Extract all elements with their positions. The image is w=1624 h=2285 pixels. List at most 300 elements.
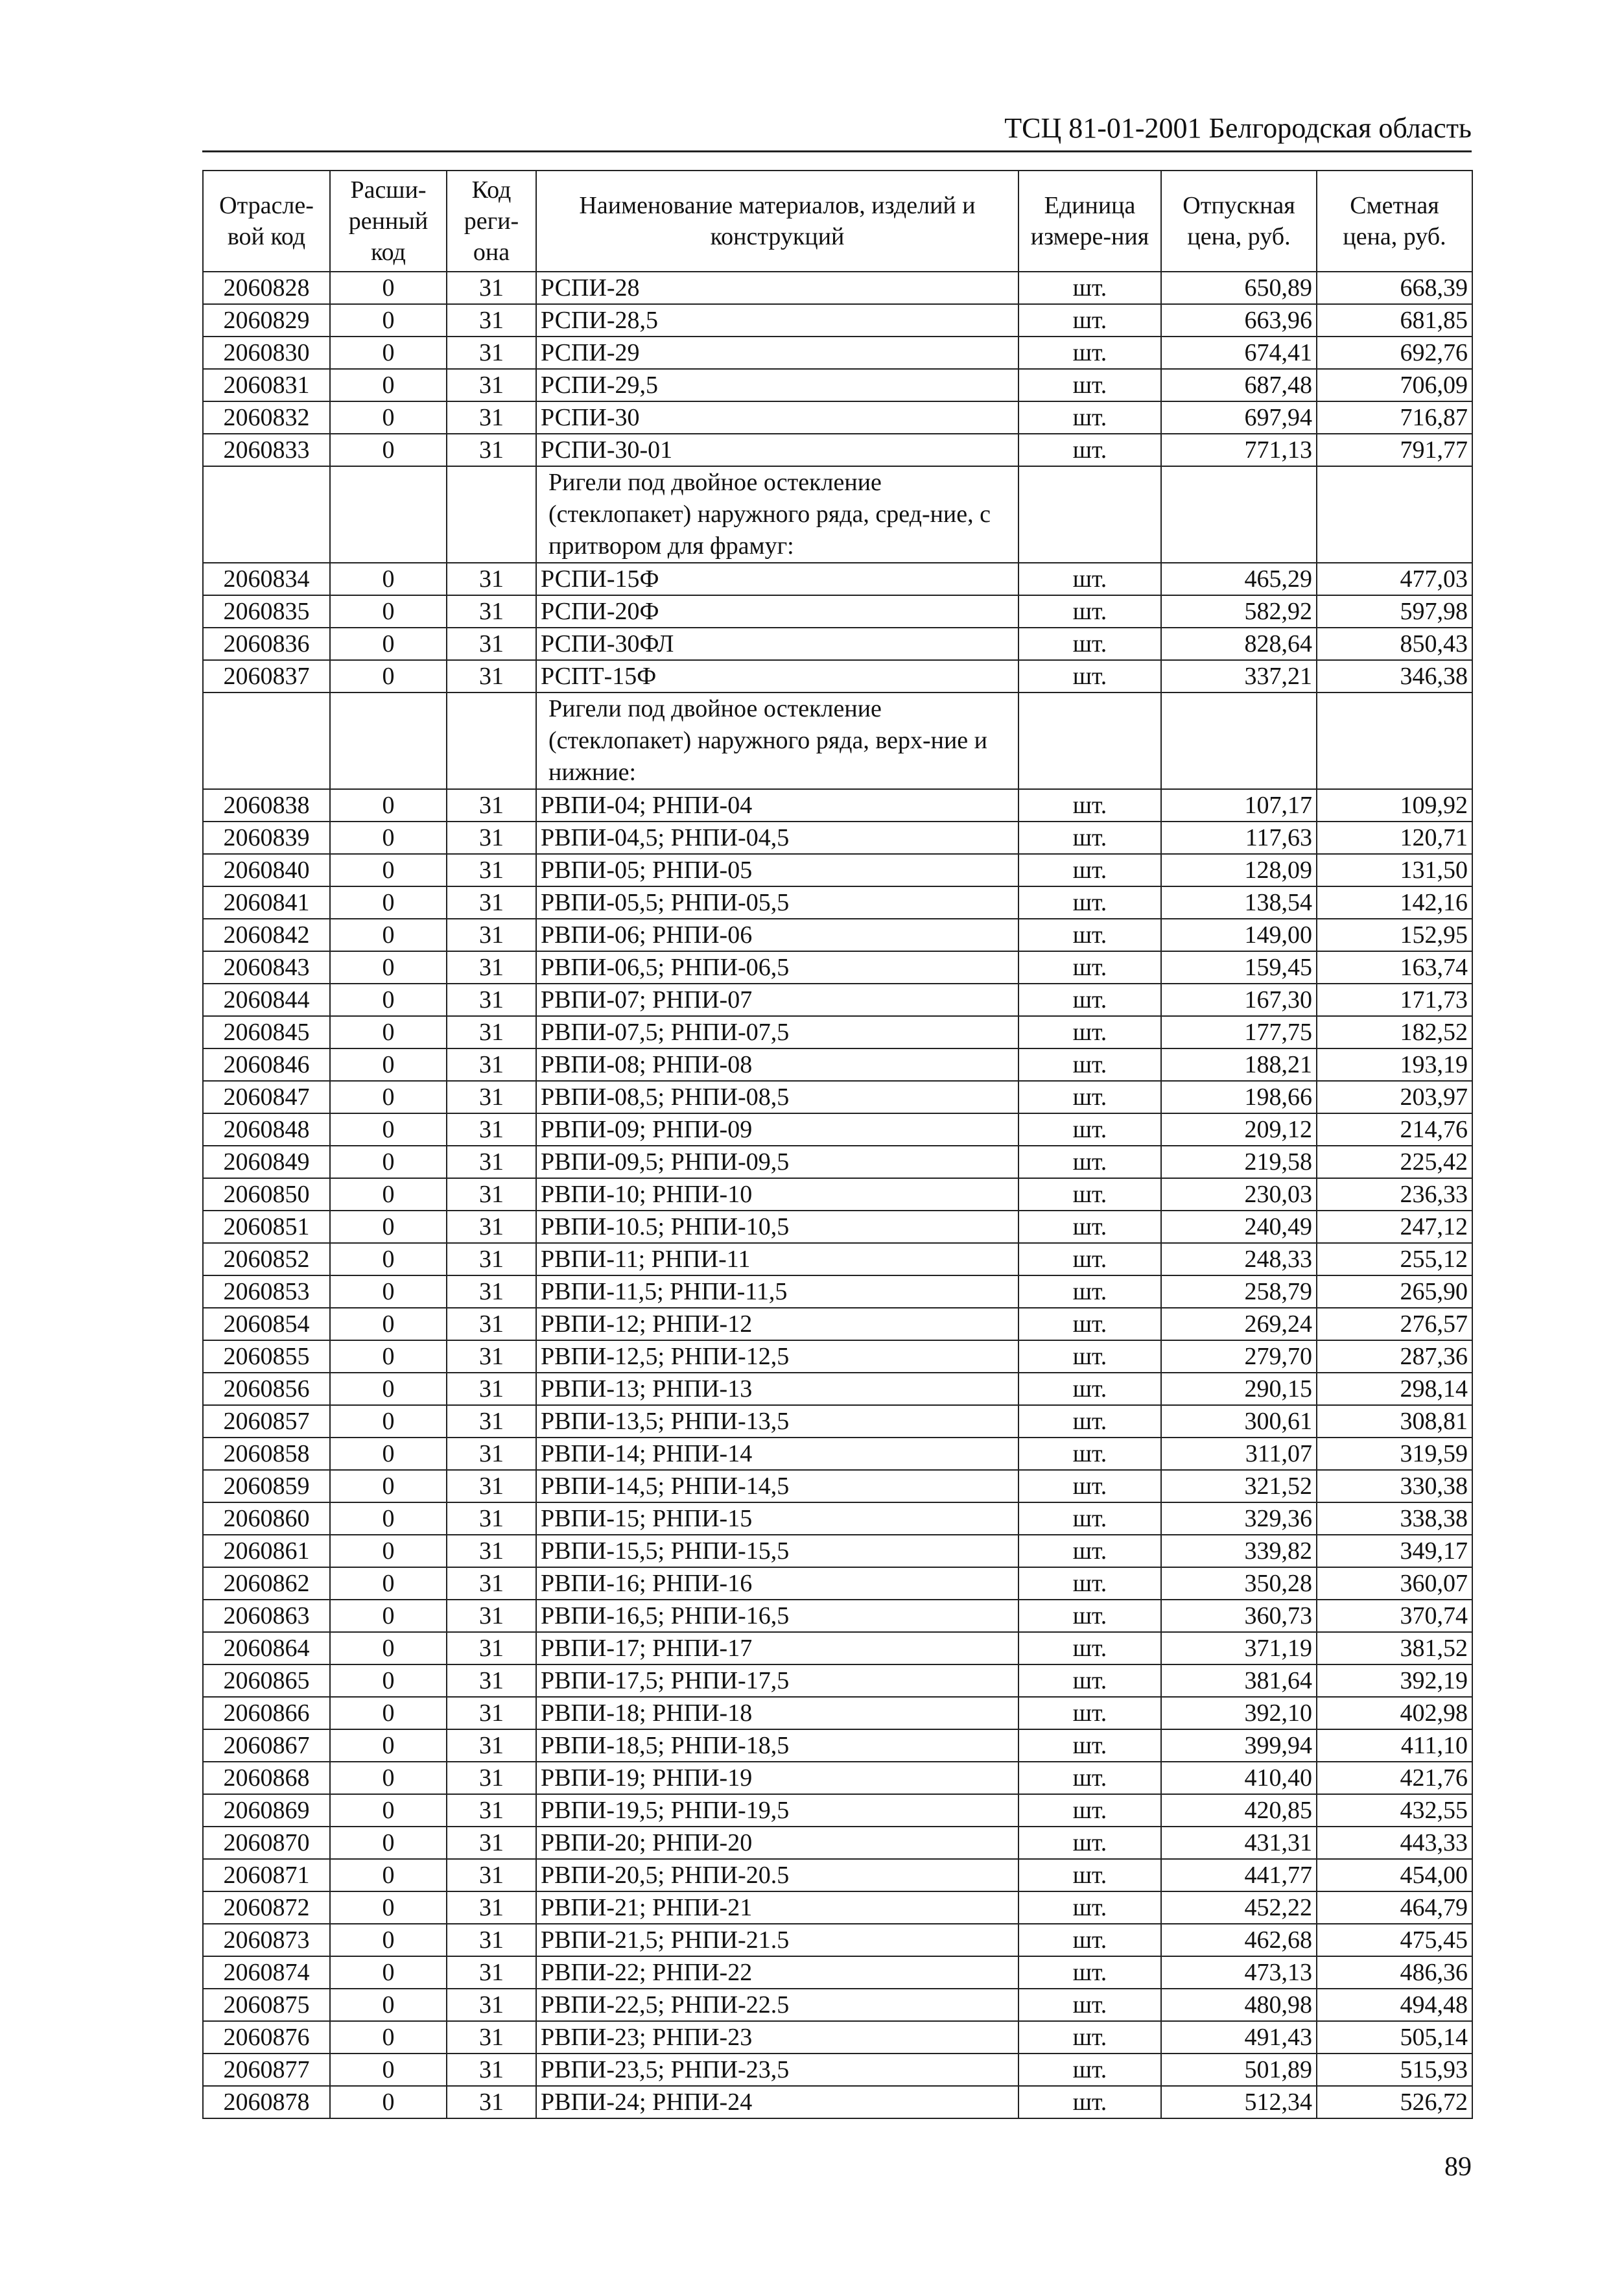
- estimate-price-cell: 171,73: [1317, 984, 1472, 1016]
- industry-code-cell: 2060859: [203, 1470, 330, 1502]
- estimate-price-cell: 381,52: [1317, 1632, 1472, 1664]
- table-row: [203, 1470, 1472, 1502]
- unit-cell: шт.: [1018, 1340, 1161, 1373]
- extended-code-cell: 0: [330, 1956, 447, 1989]
- material-name-cell: РВПИ-21,5; РНПИ-21.5: [536, 1924, 1018, 1956]
- material-name-cell: РВПИ-06; РНПИ-06: [536, 919, 1018, 951]
- page-number: 89: [1444, 2152, 1472, 2182]
- region-code-cell: 31: [447, 1632, 536, 1664]
- extended-code-cell: 0: [330, 1989, 447, 2021]
- estimate-price-cell: 791,77: [1317, 434, 1472, 466]
- region-code-cell: 31: [447, 272, 536, 304]
- industry-code-cell: 2060851: [203, 1211, 330, 1243]
- estimate-price-cell: 526,72: [1317, 2086, 1472, 2118]
- release-price-cell: 269,24: [1161, 1308, 1317, 1340]
- unit-cell: шт.: [1018, 304, 1161, 337]
- estimate-price-cell: 203,97: [1317, 1081, 1472, 1113]
- unit-cell: шт.: [1018, 628, 1161, 660]
- extended-code-cell: 0: [330, 1308, 447, 1340]
- table-row: [203, 1632, 1472, 1664]
- unit-cell: шт.: [1018, 1048, 1161, 1081]
- region-code-cell: 31: [447, 1567, 536, 1600]
- table-row: [203, 1891, 1472, 1924]
- region-code-cell: 31: [447, 369, 536, 401]
- region-code-cell: [447, 466, 536, 563]
- release-price-cell: 188,21: [1161, 1048, 1317, 1081]
- unit-cell: шт.: [1018, 2086, 1161, 2118]
- region-code-cell: 31: [447, 1794, 536, 1827]
- material-name-cell: РВПИ-12; РНПИ-12: [536, 1308, 1018, 1340]
- extended-code-cell: 0: [330, 822, 447, 854]
- release-price-cell: 420,85: [1161, 1794, 1317, 1827]
- industry-code-cell: 2060869: [203, 1794, 330, 1827]
- release-price-cell: 149,00: [1161, 919, 1317, 951]
- industry-code-cell: 2060846: [203, 1048, 330, 1081]
- release-price-cell: 329,36: [1161, 1502, 1317, 1535]
- release-price-cell: 491,43: [1161, 2021, 1317, 2054]
- release-price-cell: 431,31: [1161, 1827, 1317, 1859]
- estimate-price-cell: 486,36: [1317, 1956, 1472, 1989]
- unit-cell: шт.: [1018, 984, 1161, 1016]
- extended-code-cell: 0: [330, 304, 447, 337]
- col-header-unit: Единица измере-ния: [1018, 171, 1161, 272]
- region-code-cell: 31: [447, 1891, 536, 1924]
- unit-cell: шт.: [1018, 660, 1161, 693]
- material-name-cell: РВПИ-11,5; РНПИ-11,5: [536, 1275, 1018, 1308]
- material-name-cell: РВПИ-05; РНПИ-05: [536, 854, 1018, 886]
- estimate-price-cell: 346,38: [1317, 660, 1472, 693]
- material-name-cell: РВПИ-20,5; РНПИ-20.5: [536, 1859, 1018, 1891]
- table-row: [203, 1729, 1472, 1762]
- region-code-cell: 31: [447, 628, 536, 660]
- extended-code-cell: 0: [330, 1211, 447, 1243]
- industry-code-cell: 2060833: [203, 434, 330, 466]
- extended-code-cell: 0: [330, 1859, 447, 1891]
- release-price-cell: 381,64: [1161, 1664, 1317, 1697]
- extended-code-cell: 0: [330, 1535, 447, 1567]
- material-name-cell: РСПИ-28: [536, 272, 1018, 304]
- estimate-price-cell: 681,85: [1317, 304, 1472, 337]
- release-price-cell: 582,92: [1161, 595, 1317, 628]
- region-code-cell: 31: [447, 1146, 536, 1178]
- region-code-cell: 31: [447, 304, 536, 337]
- material-name-cell: РВПИ-08,5; РНПИ-08,5: [536, 1081, 1018, 1113]
- estimate-price-cell: 308,81: [1317, 1405, 1472, 1438]
- release-price-cell: 501,89: [1161, 2054, 1317, 2086]
- estimate-price-cell: 475,45: [1317, 1924, 1472, 1956]
- region-code-cell: 31: [447, 1827, 536, 1859]
- release-price-cell: 290,15: [1161, 1373, 1317, 1405]
- table-row: [203, 1567, 1472, 1600]
- material-name-cell: РСПИ-29,5: [536, 369, 1018, 401]
- release-price-cell: 279,70: [1161, 1340, 1317, 1373]
- release-price-cell: 159,45: [1161, 951, 1317, 984]
- estimate-price-cell: 443,33: [1317, 1827, 1472, 1859]
- table-row: [203, 1697, 1472, 1729]
- industry-code-cell: 2060837: [203, 660, 330, 693]
- table-header-row: [203, 171, 1472, 272]
- unit-cell: шт.: [1018, 1632, 1161, 1664]
- extended-code-cell: 0: [330, 434, 447, 466]
- extended-code-cell: 0: [330, 1697, 447, 1729]
- material-name-cell: РСПИ-28,5: [536, 304, 1018, 337]
- extended-code-cell: 0: [330, 1827, 447, 1859]
- material-name-cell: РВПИ-11; РНПИ-11: [536, 1243, 1018, 1275]
- extended-code-cell: 0: [330, 1762, 447, 1794]
- estimate-price-cell: 464,79: [1317, 1891, 1472, 1924]
- table-row: [203, 919, 1472, 951]
- table-row: [203, 2054, 1472, 2086]
- industry-code-cell: 2060839: [203, 822, 330, 854]
- industry-code-cell: 2060845: [203, 1016, 330, 1048]
- material-name-cell: РВПИ-05,5; РНПИ-05,5: [536, 886, 1018, 919]
- release-price-cell: 828,64: [1161, 628, 1317, 660]
- material-name-cell: РВПИ-15; РНПИ-15: [536, 1502, 1018, 1535]
- release-price-cell: 177,75: [1161, 1016, 1317, 1048]
- industry-code-cell: 2060864: [203, 1632, 330, 1664]
- unit-cell: шт.: [1018, 272, 1161, 304]
- group-heading-row: [203, 693, 1472, 789]
- region-code-cell: 31: [447, 1211, 536, 1243]
- industry-code-cell: 2060861: [203, 1535, 330, 1567]
- region-code-cell: 31: [447, 822, 536, 854]
- unit-cell: шт.: [1018, 1275, 1161, 1308]
- table-row: [203, 2086, 1472, 2118]
- region-code-cell: 31: [447, 789, 536, 822]
- table-row: [203, 789, 1472, 822]
- unit-cell: шт.: [1018, 1956, 1161, 1989]
- region-code-cell: 31: [447, 1664, 536, 1697]
- release-price-cell: 771,13: [1161, 434, 1317, 466]
- unit-cell: шт.: [1018, 1373, 1161, 1405]
- material-name-cell: РВПИ-23,5; РНПИ-23,5: [536, 2054, 1018, 2086]
- estimate-price-cell: 421,76: [1317, 1762, 1472, 1794]
- region-code-cell: 31: [447, 1438, 536, 1470]
- material-name-cell: РСПИ-30: [536, 401, 1018, 434]
- unit-cell: шт.: [1018, 1794, 1161, 1827]
- region-code-cell: 31: [447, 854, 536, 886]
- table-row: [203, 951, 1472, 984]
- region-code-cell: 31: [447, 2086, 536, 2118]
- estimate-price-cell: 236,33: [1317, 1178, 1472, 1211]
- industry-code-cell: 2060848: [203, 1113, 330, 1146]
- extended-code-cell: 0: [330, 1275, 447, 1308]
- material-name-cell: РВПИ-04,5; РНПИ-04,5: [536, 822, 1018, 854]
- table-row: [203, 1794, 1472, 1827]
- table-row: [203, 1016, 1472, 1048]
- extended-code-cell: 0: [330, 595, 447, 628]
- unit-cell: шт.: [1018, 822, 1161, 854]
- region-code-cell: 31: [447, 1470, 536, 1502]
- region-code-cell: 31: [447, 984, 536, 1016]
- estimate-price-cell: 392,19: [1317, 1664, 1472, 1697]
- industry-code-cell: 2060842: [203, 919, 330, 951]
- industry-code-cell: 2060866: [203, 1697, 330, 1729]
- industry-code-cell: 2060855: [203, 1340, 330, 1373]
- region-code-cell: 31: [447, 1989, 536, 2021]
- unit-cell: шт.: [1018, 951, 1161, 984]
- table-row: [203, 1146, 1472, 1178]
- industry-code-cell: 2060873: [203, 1924, 330, 1956]
- estimate-price-cell: 668,39: [1317, 272, 1472, 304]
- table-row: [203, 1664, 1472, 1697]
- region-code-cell: 31: [447, 563, 536, 595]
- extended-code-cell: 0: [330, 854, 447, 886]
- estimate-price-cell: 131,50: [1317, 854, 1472, 886]
- unit-cell: [1018, 693, 1161, 789]
- region-code-cell: 31: [447, 401, 536, 434]
- extended-code-cell: 0: [330, 1502, 447, 1535]
- material-name-cell: РВПИ-21; РНПИ-21: [536, 1891, 1018, 1924]
- unit-cell: шт.: [1018, 1308, 1161, 1340]
- release-price-cell: 128,09: [1161, 854, 1317, 886]
- material-name-cell: РВПИ-13; РНПИ-13: [536, 1373, 1018, 1405]
- extended-code-cell: 0: [330, 660, 447, 693]
- unit-cell: шт.: [1018, 595, 1161, 628]
- extended-code-cell: 0: [330, 2086, 447, 2118]
- estimate-price-cell: 338,38: [1317, 1502, 1472, 1535]
- estimate-price-cell: 163,74: [1317, 951, 1472, 984]
- table-row: [203, 1340, 1472, 1373]
- material-name-cell: РВПИ-04; РНПИ-04: [536, 789, 1018, 822]
- release-price-cell: 138,54: [1161, 886, 1317, 919]
- industry-code-cell: 2060836: [203, 628, 330, 660]
- extended-code-cell: [330, 693, 447, 789]
- extended-code-cell: 0: [330, 369, 447, 401]
- estimate-price-cell: 225,42: [1317, 1146, 1472, 1178]
- release-price-cell: 465,29: [1161, 563, 1317, 595]
- release-price-cell: 687,48: [1161, 369, 1317, 401]
- extended-code-cell: 0: [330, 789, 447, 822]
- estimate-price-cell: 505,14: [1317, 2021, 1472, 2054]
- table-row: [203, 2021, 1472, 2054]
- industry-code-cell: 2060857: [203, 1405, 330, 1438]
- material-name-cell: РВПИ-18; РНПИ-18: [536, 1697, 1018, 1729]
- estimate-price-cell: 454,00: [1317, 1859, 1472, 1891]
- unit-cell: шт.: [1018, 1470, 1161, 1502]
- material-name-cell: РВПИ-12,5; РНПИ-12,5: [536, 1340, 1018, 1373]
- release-price-cell: 360,73: [1161, 1600, 1317, 1632]
- table-row: [203, 984, 1472, 1016]
- table-row: [203, 1211, 1472, 1243]
- release-price-cell: 350,28: [1161, 1567, 1317, 1600]
- estimate-price-cell: 370,74: [1317, 1600, 1472, 1632]
- region-code-cell: 31: [447, 1308, 536, 1340]
- unit-cell: шт.: [1018, 1438, 1161, 1470]
- estimate-price-cell: 214,76: [1317, 1113, 1472, 1146]
- extended-code-cell: 0: [330, 1794, 447, 1827]
- region-code-cell: 31: [447, 951, 536, 984]
- release-price-cell: 240,49: [1161, 1211, 1317, 1243]
- industry-code-cell: 2060850: [203, 1178, 330, 1211]
- table-row: [203, 1956, 1472, 1989]
- table-row: [203, 660, 1472, 693]
- col-header-industry-code: Отрасле-вой код: [203, 171, 330, 272]
- region-code-cell: 31: [447, 1373, 536, 1405]
- extended-code-cell: 0: [330, 1470, 447, 1502]
- estimate-price-cell: 477,03: [1317, 563, 1472, 595]
- material-name-cell: Ригели под двойное остекление (стеклопакет) наружного ряда, сред-ние, с притвором для фрамуг:: [536, 466, 1018, 563]
- industry-code-cell: 2060841: [203, 886, 330, 919]
- industry-code-cell: 2060849: [203, 1146, 330, 1178]
- release-price-cell: 230,03: [1161, 1178, 1317, 1211]
- industry-code-cell: 2060829: [203, 304, 330, 337]
- estimate-price-cell: 287,36: [1317, 1340, 1472, 1373]
- industry-code-cell: 2060871: [203, 1859, 330, 1891]
- release-price-cell: 198,66: [1161, 1081, 1317, 1113]
- estimate-price-cell: 432,55: [1317, 1794, 1472, 1827]
- unit-cell: шт.: [1018, 401, 1161, 434]
- release-price-cell: 311,07: [1161, 1438, 1317, 1470]
- table-row: [203, 563, 1472, 595]
- region-code-cell: 31: [447, 1502, 536, 1535]
- material-name-cell: РВПИ-22; РНПИ-22: [536, 1956, 1018, 1989]
- release-price-cell: [1161, 466, 1317, 563]
- group-heading-row: [203, 466, 1472, 563]
- region-code-cell: 31: [447, 1178, 536, 1211]
- unit-cell: шт.: [1018, 1146, 1161, 1178]
- estimate-price-cell: 330,38: [1317, 1470, 1472, 1502]
- estimate-price-cell: 276,57: [1317, 1308, 1472, 1340]
- release-price-cell: 392,10: [1161, 1697, 1317, 1729]
- extended-code-cell: 0: [330, 1081, 447, 1113]
- unit-cell: шт.: [1018, 1600, 1161, 1632]
- material-name-cell: РВПИ-10.5; РНПИ-10,5: [536, 1211, 1018, 1243]
- estimate-price-cell: 716,87: [1317, 401, 1472, 434]
- unit-cell: шт.: [1018, 1535, 1161, 1567]
- release-price-cell: 462,68: [1161, 1924, 1317, 1956]
- unit-cell: шт.: [1018, 1211, 1161, 1243]
- table-row: [203, 369, 1472, 401]
- release-price-cell: [1161, 693, 1317, 789]
- extended-code-cell: 0: [330, 1146, 447, 1178]
- release-price-cell: 480,98: [1161, 1989, 1317, 2021]
- material-name-cell: РВПИ-09,5; РНПИ-09,5: [536, 1146, 1018, 1178]
- table-row: [203, 822, 1472, 854]
- estimate-price-cell: 349,17: [1317, 1535, 1472, 1567]
- table-row: [203, 1924, 1472, 1956]
- extended-code-cell: 0: [330, 886, 447, 919]
- table-row: [203, 854, 1472, 886]
- industry-code-cell: [203, 466, 330, 563]
- extended-code-cell: 0: [330, 1567, 447, 1600]
- col-header-material-name: Наименование материалов, изделий и конструкций: [536, 171, 1018, 272]
- region-code-cell: 31: [447, 1340, 536, 1373]
- extended-code-cell: 0: [330, 1632, 447, 1664]
- estimate-price-cell: 494,48: [1317, 1989, 1472, 2021]
- industry-code-cell: 2060870: [203, 1827, 330, 1859]
- material-name-cell: РВПИ-17,5; РНПИ-17,5: [536, 1664, 1018, 1697]
- release-price-cell: 512,34: [1161, 2086, 1317, 2118]
- region-code-cell: 31: [447, 1016, 536, 1048]
- industry-code-cell: 2060867: [203, 1729, 330, 1762]
- region-code-cell: 31: [447, 886, 536, 919]
- material-name-cell: РВПИ-23; РНПИ-23: [536, 2021, 1018, 2054]
- extended-code-cell: 0: [330, 1340, 447, 1373]
- material-name-cell: РВПИ-14,5; РНПИ-14,5: [536, 1470, 1018, 1502]
- industry-code-cell: 2060828: [203, 272, 330, 304]
- release-price-cell: 697,94: [1161, 401, 1317, 434]
- material-name-cell: РВПИ-10; РНПИ-10: [536, 1178, 1018, 1211]
- table-row: [203, 434, 1472, 466]
- extended-code-cell: 0: [330, 1373, 447, 1405]
- industry-code-cell: 2060865: [203, 1664, 330, 1697]
- region-code-cell: [447, 693, 536, 789]
- industry-code-cell: 2060872: [203, 1891, 330, 1924]
- region-code-cell: 31: [447, 2054, 536, 2086]
- region-code-cell: 31: [447, 660, 536, 693]
- region-code-cell: 31: [447, 1535, 536, 1567]
- table-row: [203, 1762, 1472, 1794]
- extended-code-cell: 0: [330, 1600, 447, 1632]
- unit-cell: шт.: [1018, 1729, 1161, 1762]
- material-name-cell: РВПИ-24; РНПИ-24: [536, 2086, 1018, 2118]
- industry-code-cell: 2060832: [203, 401, 330, 434]
- material-name-cell: РВПИ-22,5; РНПИ-22.5: [536, 1989, 1018, 2021]
- region-code-cell: 31: [447, 1762, 536, 1794]
- table-row: [203, 1859, 1472, 1891]
- release-price-cell: 663,96: [1161, 304, 1317, 337]
- estimate-price-cell: 411,10: [1317, 1729, 1472, 1762]
- estimate-price-cell: 109,92: [1317, 789, 1472, 822]
- material-name-cell: РВПИ-07,5; РНПИ-07,5: [536, 1016, 1018, 1048]
- extended-code-cell: 0: [330, 272, 447, 304]
- industry-code-cell: 2060835: [203, 595, 330, 628]
- unit-cell: шт.: [1018, 1859, 1161, 1891]
- industry-code-cell: 2060831: [203, 369, 330, 401]
- region-code-cell: 31: [447, 1275, 536, 1308]
- material-name-cell: РВПИ-15,5; РНПИ-15,5: [536, 1535, 1018, 1567]
- industry-code-cell: 2060853: [203, 1275, 330, 1308]
- unit-cell: шт.: [1018, 563, 1161, 595]
- release-price-cell: 473,13: [1161, 1956, 1317, 1989]
- material-name-cell: РВПИ-09; РНПИ-09: [536, 1113, 1018, 1146]
- unit-cell: шт.: [1018, 1664, 1161, 1697]
- unit-cell: шт.: [1018, 434, 1161, 466]
- table-row: [203, 1438, 1472, 1470]
- table-row: [203, 337, 1472, 369]
- table-row: [203, 1081, 1472, 1113]
- release-price-cell: 452,22: [1161, 1891, 1317, 1924]
- unit-cell: шт.: [1018, 1989, 1161, 2021]
- estimate-price-cell: 692,76: [1317, 337, 1472, 369]
- table-row: [203, 1275, 1472, 1308]
- region-code-cell: 31: [447, 595, 536, 628]
- estimate-price-cell: 255,12: [1317, 1243, 1472, 1275]
- industry-code-cell: 2060834: [203, 563, 330, 595]
- region-code-cell: 31: [447, 1113, 536, 1146]
- unit-cell: шт.: [1018, 2021, 1161, 2054]
- col-header-region-code: Код реги-она: [447, 171, 536, 272]
- region-code-cell: 31: [447, 1405, 536, 1438]
- industry-code-cell: 2060875: [203, 1989, 330, 2021]
- estimate-price-cell: 360,07: [1317, 1567, 1472, 1600]
- extended-code-cell: 0: [330, 1664, 447, 1697]
- price-table: [202, 170, 1473, 2119]
- table-row: [203, 1502, 1472, 1535]
- material-name-cell: РВПИ-16,5; РНПИ-16,5: [536, 1600, 1018, 1632]
- release-price-cell: 248,33: [1161, 1243, 1317, 1275]
- industry-code-cell: 2060858: [203, 1438, 330, 1470]
- region-code-cell: 31: [447, 337, 536, 369]
- material-name-cell: РВПИ-13,5; РНПИ-13,5: [536, 1405, 1018, 1438]
- industry-code-cell: 2060860: [203, 1502, 330, 1535]
- unit-cell: шт.: [1018, 1016, 1161, 1048]
- unit-cell: шт.: [1018, 1697, 1161, 1729]
- estimate-price-cell: [1317, 693, 1472, 789]
- industry-code-cell: 2060840: [203, 854, 330, 886]
- estimate-price-cell: 247,12: [1317, 1211, 1472, 1243]
